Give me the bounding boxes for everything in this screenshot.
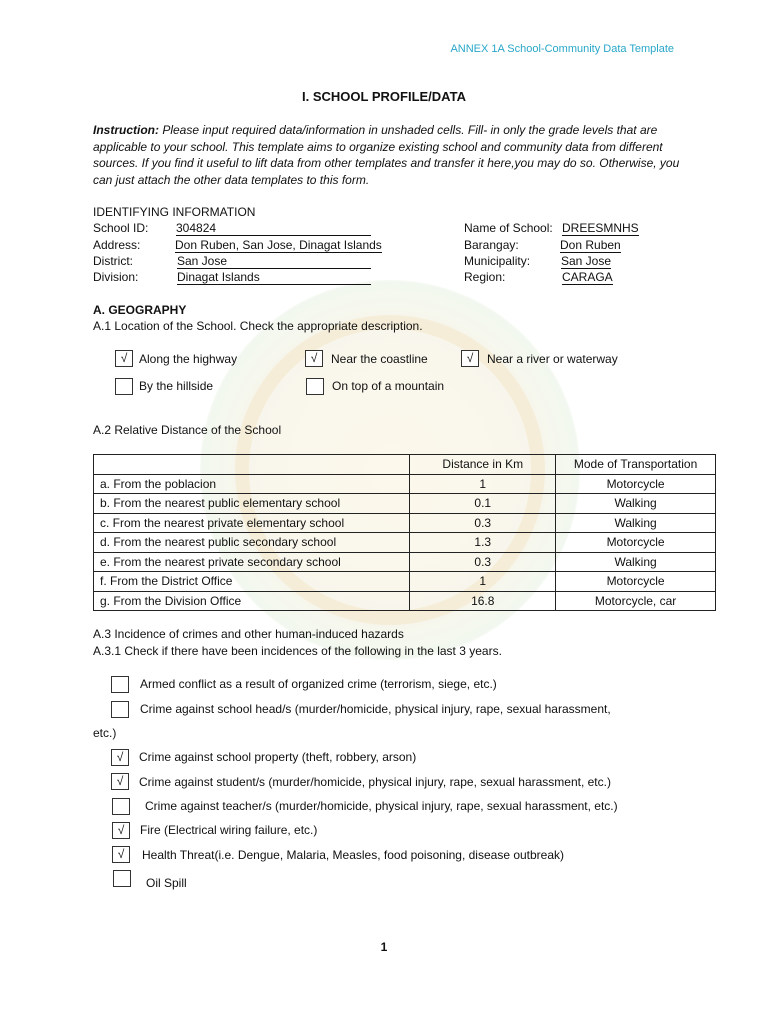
row-mode[interactable]: Motorcycle [556, 572, 716, 592]
distance-table [93, 454, 716, 611]
row-from: c. From the nearest private elementary school [94, 513, 410, 533]
checkbox-crime-school-head[interactable] [111, 701, 129, 718]
checkbox-crime-teachers[interactable] [112, 798, 130, 815]
checkbox-crime-property[interactable]: √ [111, 749, 129, 766]
label-crime-school-head: Crime against school head/s (murder/homicide, physical injury, rape, sexual harassment, [140, 702, 611, 716]
school-name-value: DREESMNHS [562, 221, 639, 235]
checkbox-hillside[interactable] [115, 378, 133, 395]
checkbox-near-coastline[interactable]: √ [305, 350, 323, 367]
location-instruction: A.1 Location of the School. Check the appropriate description. [93, 319, 423, 333]
row-km[interactable]: 1 [410, 474, 556, 494]
row-km[interactable]: 1 [410, 572, 556, 592]
address-label: Address: [93, 238, 141, 252]
row-from: d. From the nearest public secondary school [94, 533, 410, 553]
checkbox-near-river[interactable]: √ [461, 350, 479, 367]
checkbox-mountain[interactable] [306, 378, 324, 395]
label-health-threat: Health Threat(i.e. Dengue, Malaria, Measles, food poisoning, disease outbreak) [142, 848, 565, 862]
row-from: e. From the nearest private secondary school [94, 552, 410, 572]
checkbox-oil-spill[interactable] [113, 870, 131, 887]
checkbox-armed-conflict[interactable] [111, 676, 129, 693]
district-value: San Jose [177, 254, 371, 269]
row-km[interactable]: 0.3 [410, 552, 556, 572]
instruction-paragraph [93, 122, 683, 188]
label-crime-teachers: Crime against teacher/s (murder/homicide, physical injury, rape, sexual harassment, etc.) [145, 799, 618, 813]
division-label: Division: [93, 270, 139, 284]
table-header-row [94, 455, 716, 475]
table-row [94, 533, 716, 553]
school-id-label: School ID: [93, 221, 149, 235]
label-oil-spill: Oil Spill [146, 876, 187, 890]
row-from: g. From the Division Office [94, 591, 410, 611]
table-row [94, 552, 716, 572]
instruction-text: Please input required data/information in unshaded cells. Fill- in only the grade levels that are applicable to your school. This template aims to organize existing school and community data from different sources. If you find it useful to lift data from other templates and transfer it here,you may do so. Otherwise, you can just attach the other data templates to this form. [93, 123, 680, 187]
row-km[interactable]: 0.3 [410, 513, 556, 533]
municipality-value: San Jose [561, 254, 612, 268]
header-from [94, 455, 410, 475]
barangay-label: Barangay: [464, 238, 519, 252]
district-label: District: [93, 254, 133, 268]
barangay-value: Don Ruben [560, 238, 621, 252]
row-from: f. From the District Office [94, 572, 410, 592]
school-id-value: 304824 [176, 221, 371, 236]
label-crime-school-head-cont: etc.) [93, 726, 117, 740]
school-name-label: Name of School: [464, 221, 553, 235]
row-mode[interactable]: Walking [556, 552, 716, 572]
row-km[interactable]: 0.1 [410, 494, 556, 514]
municipality-label: Municipality: [464, 254, 531, 268]
checkbox-crime-students[interactable]: √ [111, 773, 129, 790]
row-mode[interactable]: Walking [556, 513, 716, 533]
table-row [94, 572, 716, 592]
page-title: I. SCHOOL PROFILE/DATA [302, 89, 466, 104]
row-from: a. From the poblacion [94, 474, 410, 494]
label-crime-property: Crime against school property (theft, robbery, arson) [139, 750, 417, 764]
label-near-coastline: Near the coastline [331, 352, 428, 366]
checkbox-fire[interactable]: √ [112, 822, 130, 839]
division-value: Dinagat Islands [177, 270, 371, 285]
crimes-instruction: A.3.1 Check if there have been incidences of the following in the last 3 years. [93, 644, 502, 658]
instruction-label: Instruction: [93, 123, 159, 137]
row-mode[interactable]: Walking [556, 494, 716, 514]
checkbox-along-highway[interactable]: √ [115, 350, 133, 367]
row-km[interactable]: 1.3 [410, 533, 556, 553]
label-hillside: By the hillside [139, 379, 214, 393]
row-mode[interactable]: Motorcycle [556, 474, 716, 494]
row-from: b. From the nearest public elementary school [94, 494, 410, 514]
label-fire: Fire (Electrical wiring failure, etc.) [140, 823, 318, 837]
label-along-highway: Along the highway [139, 352, 238, 366]
header-distance: Distance in Km [410, 455, 556, 475]
row-mode[interactable]: Motorcycle, car [556, 591, 716, 611]
label-mountain: On top of a mountain [332, 379, 445, 393]
crimes-heading: A.3 Incidence of crimes and other human-induced hazards [93, 627, 404, 641]
table-row [94, 494, 716, 514]
table-row [94, 591, 716, 611]
label-crime-students: Crime against student/s (murder/homicide, physical injury, rape, sexual harassment, etc.) [139, 775, 611, 789]
row-mode[interactable]: Motorcycle [556, 533, 716, 553]
table-row [94, 513, 716, 533]
geography-heading: A. GEOGRAPHY [93, 303, 187, 317]
label-armed-conflict: Armed conflict as a result of organized crime (terrorism, siege, etc.) [140, 677, 497, 691]
annex-header: ANNEX 1A School-Community Data Template [450, 43, 674, 55]
distance-heading: A.2 Relative Distance of the School [93, 423, 282, 437]
address-value: Don Ruben, San Jose, Dinagat Islands [175, 238, 382, 252]
label-near-river: Near a river or waterway [487, 352, 618, 366]
row-km[interactable]: 16.8 [410, 591, 556, 611]
checkbox-health-threat[interactable]: √ [112, 846, 130, 863]
table-row [94, 474, 716, 494]
region-label: Region: [464, 270, 506, 284]
region-value: CARAGA [562, 270, 613, 284]
page-number: 1 [380, 940, 388, 954]
identifying-heading: IDENTIFYING INFORMATION [93, 205, 256, 219]
header-mode: Mode of Transportation [556, 455, 716, 475]
